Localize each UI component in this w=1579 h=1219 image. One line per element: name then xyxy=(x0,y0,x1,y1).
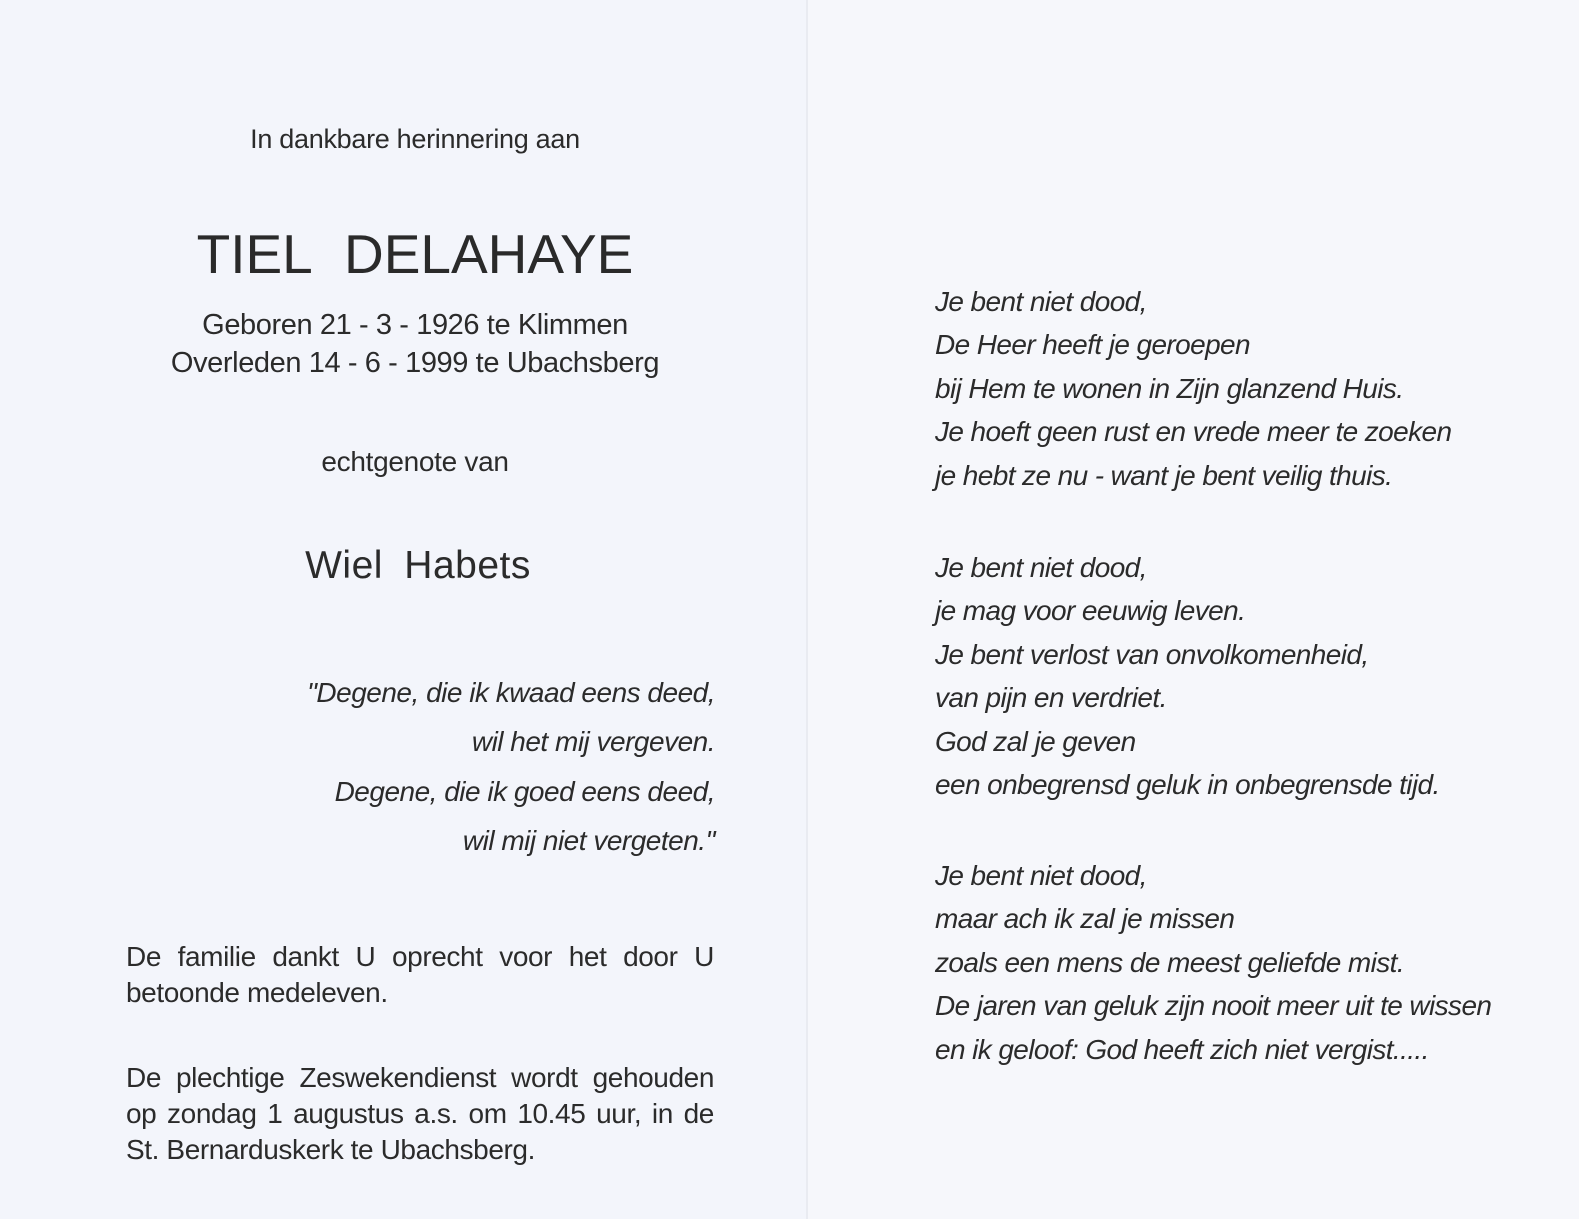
poem-line: van pijn en verdriet. xyxy=(935,682,1167,714)
poem-line: een onbegrensd geluk in onbegrensde tijd. xyxy=(935,769,1440,801)
poem-line: bij Hem te wonen in Zijn glanzend Huis. xyxy=(935,372,1404,404)
poem-line: Je bent niet dood, xyxy=(935,286,1147,317)
quote-line: "Degene, die ik kwaad eens deed, xyxy=(306,677,715,708)
poem-line: Je bent niet dood, xyxy=(935,552,1147,583)
poem-line: je mag voor eeuwig leven. xyxy=(935,595,1246,627)
poem-line: je hebt ze nu - want je bent veilig thuis. xyxy=(935,459,1393,491)
death-line: Overleden 14 - 6 - 1999 te Ubachsberg xyxy=(170,347,660,379)
birth-line: Geboren 21 - 3 - 1926 te Klimmen xyxy=(202,309,628,341)
intro-text: In dankbare herinnering aan xyxy=(250,124,580,154)
spouse-name: Wiel Habets xyxy=(305,544,531,587)
poem-line: De jaren van geluk zijn nooit meer uit te wissen xyxy=(935,990,1492,1022)
poem-line: en ik geloof: God heeft zich niet vergist..... xyxy=(935,1033,1429,1065)
poem-line: Je bent niet dood, xyxy=(935,860,1147,891)
service-paragraph: De plechtige Zeswekendienst wordt gehouden op zondag 1 augustus a.s. om 10.45 uur, in de St. Bernarduskerk te Ubachsberg. xyxy=(126,1062,714,1165)
quote-line: wil mij niet vergeten." xyxy=(462,825,715,856)
deceased-name: TIEL DELAHAYE xyxy=(196,223,634,285)
poem-line: maar ach ik zal je missen xyxy=(935,903,1235,935)
quote-line: Degene, die ik goed eens deed, xyxy=(334,776,715,807)
poem-line: zoals een mens de meest geliefde mist. xyxy=(935,946,1405,978)
poem-stanza xyxy=(935,280,1451,497)
thanks-paragraph: De familie dankt U oprecht voor het door U betoonde medeleven. xyxy=(126,941,714,1008)
poem-stanza xyxy=(935,546,1440,806)
quote-line: wil het mij vergeven. xyxy=(471,726,715,757)
relation-text: echtgenote van xyxy=(321,446,509,477)
poem-stanza xyxy=(935,854,1491,1071)
poem-line: Je hoeft geen rust en vrede meer te zoeken xyxy=(935,416,1452,448)
poem-line: God zal je geven xyxy=(935,725,1136,757)
poem-line: De Heer heeft je geroepen xyxy=(935,329,1250,361)
poem-line: Je bent verlost van onvolkomenheid, xyxy=(935,638,1369,670)
